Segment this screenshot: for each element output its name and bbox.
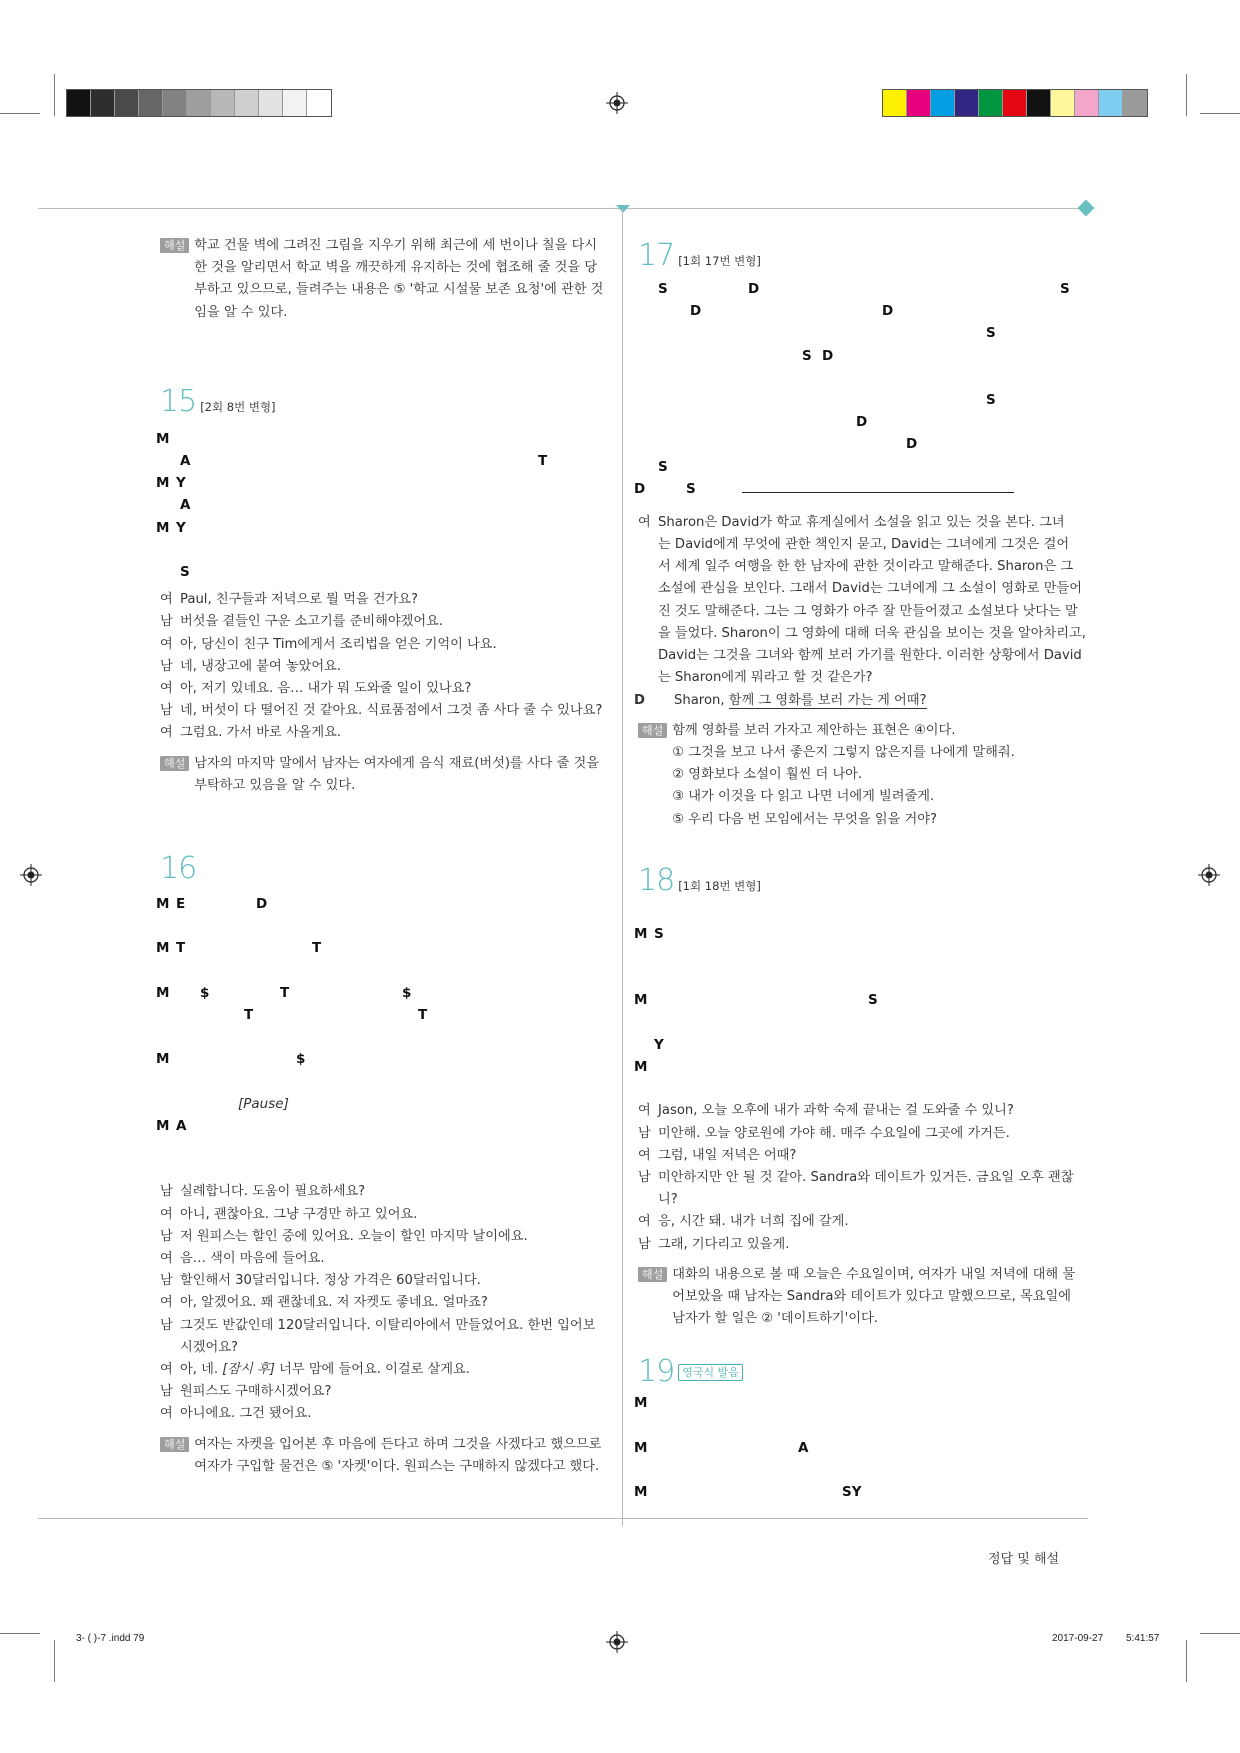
explanation-badge: 해설: [638, 723, 667, 738]
color-swatch-bar: [882, 89, 1148, 117]
text-line: 는 Sharon에게 뭐라고 할 것 같은가?: [658, 670, 873, 686]
color-swatch: [883, 90, 907, 116]
script-row: [634, 989, 1090, 1011]
dialogue-line: [160, 1248, 608, 1270]
q18-english-script: [634, 901, 1090, 1101]
q15-header: [160, 382, 608, 422]
speaker-label: 남: [160, 658, 173, 674]
q15-explanation: [160, 753, 608, 797]
color-swatch: [1075, 90, 1099, 116]
dialogue-text: 아, 알겠어요. 꽤 괜찮네요. 저 자켓도 좋네요. 얼마죠?: [180, 1295, 488, 1311]
text-line: ⑤ 우리 다음 번 모임에서는 무엇을 읽을 거야?: [672, 811, 937, 827]
dialogue-text: 네, 냉장고에 붙여 놓았어요.: [180, 658, 342, 674]
script-fragment: M: [634, 992, 648, 1009]
bottom-rule: [38, 1518, 1088, 1519]
text-line: 대화의 내용으로 볼 때 오늘은 수요일이며, 여자가 내일 저녁에 대해 물: [672, 1266, 1076, 1282]
question-number: 17: [638, 238, 675, 273]
dialogue-text: 미안해. 오늘 양로원에 가야 해. 매주 수요일에 그곳에 가거든.: [658, 1125, 1010, 1141]
script-row: [156, 1048, 608, 1070]
gray-swatch-bar: [66, 89, 332, 117]
pronunciation-tag: 영국식 발음: [678, 1364, 743, 1381]
script-row: [634, 411, 1090, 433]
text-line: 함께 영화를 보러 가자고 제안하는 표현은 ④이다.: [672, 722, 956, 738]
dialogue-text-part: 아, 네.: [180, 1362, 223, 1378]
script-row: [156, 937, 608, 959]
script-row: [634, 923, 1090, 945]
q15-english-script: [156, 428, 608, 583]
dialogue-text-part: 너무 맘에 들어요. 이걸로 살게요.: [274, 1362, 470, 1378]
stage-direction: [잠시 후]: [222, 1362, 275, 1378]
text-line: 한 것을 알리면서 학교 벽을 깨끗하게 유지하는 것에 협조해 줄 것을 당: [194, 260, 598, 276]
dialogue-text: 아, 저기 있네요. 음… 내가 뭐 도와줄 일이 있나요?: [180, 680, 472, 696]
text-line: 남자의 마지막 말에서 남자는 여자에게 음식 재료(버섯)를 사다 줄 것을: [194, 755, 599, 771]
top-rule: [38, 208, 1088, 209]
speaker-label: 남: [160, 1184, 173, 1200]
script-row: [156, 1115, 608, 1137]
speaker-label: 남: [160, 1273, 173, 1289]
script-fragment: D: [856, 414, 868, 431]
dialogue-line: [160, 1226, 608, 1248]
script-fragment: A: [180, 453, 191, 469]
dialogue-line: [160, 1204, 608, 1226]
dialogue-text: 아, 당신이 친구 Tim에게서 조리법을 얻은 기억이 나요.: [180, 636, 497, 652]
script-row: [156, 1026, 608, 1048]
color-swatch: [235, 90, 259, 116]
color-swatch: [259, 90, 283, 116]
script-row: [634, 367, 1090, 389]
explanation-text: [194, 1434, 608, 1478]
page-footer-label: 정답 및 해설: [988, 1552, 1060, 1567]
dialogue-line: [160, 1181, 608, 1203]
script-fragment: S: [986, 391, 996, 408]
script-row: [634, 389, 1090, 411]
script-row: [156, 960, 608, 982]
q17-answer-blank-row: [634, 478, 1090, 500]
dialogue-line: [160, 1270, 608, 1292]
speaker-label: 여: [638, 1214, 651, 1230]
script-fragment: M: [634, 925, 648, 942]
script-row: [156, 893, 608, 915]
registration-mark-icon: [20, 864, 42, 886]
speaker-label: 여: [160, 636, 173, 652]
script-fragment: Y: [176, 519, 186, 536]
script-row: [156, 450, 608, 472]
script-row: [156, 494, 608, 516]
script-fragment: T: [280, 984, 290, 1001]
question-source: [1회 18번 변형]: [678, 878, 761, 893]
dialogue-text: Jason, 오늘 오후에 내가 과학 숙제 끝내는 걸 도와줄 수 있니?: [658, 1103, 1014, 1119]
script-fragment: SY: [842, 1484, 862, 1501]
slug-time: 5:41:57: [1126, 1633, 1160, 1644]
q19-english-script: [634, 1392, 1090, 1503]
script-row: [634, 345, 1090, 367]
script-row: [634, 278, 1090, 300]
dialogue-line: [160, 634, 608, 656]
script-row: [634, 1392, 1090, 1414]
color-swatch: [955, 90, 979, 116]
dialogue-text: 응, 시간 돼. 내가 너희 집에 갈게.: [658, 1214, 849, 1230]
script-row: [634, 433, 1090, 455]
explanation-badge: 해설: [160, 1437, 189, 1452]
dialogue-text: [180, 1359, 608, 1381]
script-fragment: M: [156, 475, 170, 492]
dialogue-line: [160, 1359, 608, 1381]
dialogue-line: [638, 1123, 1090, 1145]
crop-mark: [54, 74, 55, 116]
color-swatch: [91, 90, 115, 116]
script-row: [156, 472, 608, 494]
q16-english-script-cont: [156, 1115, 608, 1182]
registration-mark-icon: [606, 92, 628, 114]
q19-header: [638, 1352, 1090, 1392]
script-row: [634, 456, 1090, 478]
dialogue-text: 그럼요. 가서 바로 사올게요.: [180, 725, 342, 741]
dialogue-line: [160, 1403, 608, 1425]
color-swatch: [307, 90, 331, 116]
script-row: [634, 1415, 1090, 1437]
speaker-label: 남: [160, 1317, 173, 1333]
script-row: [634, 1078, 1090, 1100]
q18-explanation: [638, 1264, 1090, 1331]
script-row: [634, 300, 1090, 322]
color-swatch: [163, 90, 187, 116]
color-swatch: [1003, 90, 1027, 116]
question-source: [1회 17번 변형]: [678, 254, 761, 268]
text-line: 소설에 관심을 보인다. 그래서 David는 그녀에게 그 소설이 영화로 만들어: [658, 581, 1082, 597]
speaker-label: 여: [638, 1147, 651, 1163]
script-row: [634, 1481, 1090, 1503]
q17-answer: [634, 690, 1090, 712]
color-swatch: [67, 90, 91, 116]
script-row: [634, 1459, 1090, 1481]
explanation-text: [672, 720, 1090, 831]
script-fragment: M: [156, 1051, 170, 1068]
text-line: 학교 건물 벽에 그려진 그림을 지우기 위해 최근에 세 번이나 칠을 다시: [194, 238, 598, 253]
text-line: 는 David에게 무엇에 관한 책인지 묻고, David는 그녀에게 그것은 걸어: [658, 537, 1070, 553]
answer-blank-line: [742, 492, 1014, 493]
q17-header: [638, 236, 1090, 276]
script-fragment: M: [156, 940, 170, 957]
color-swatch: [115, 90, 139, 116]
script-fragment: S: [986, 325, 996, 342]
speaker-label: 여: [160, 1251, 173, 1266]
script-row: [634, 967, 1090, 989]
script-fragment: D: [634, 480, 646, 497]
dialogue-line: [160, 1315, 608, 1359]
script-fragment: D: [822, 347, 834, 364]
script-row: [156, 1070, 608, 1092]
dialogue-line: [638, 1234, 1090, 1256]
dialogue-text: 할인해서 30달러입니다. 정상 가격은 60달러입니다.: [180, 1273, 481, 1289]
text-line: 여자는 자켓을 입어본 후 마음에 든다고 하며 그것을 사겠다고 했으므로: [194, 1436, 602, 1452]
script-fragment: M: [634, 1439, 648, 1456]
script-fragment: M: [156, 519, 170, 536]
speaker-label: 여: [160, 592, 173, 608]
triangle-marker-icon: [616, 205, 630, 213]
script-fragment: M: [634, 1395, 648, 1412]
script-row: [634, 1056, 1090, 1078]
script-row: [634, 901, 1090, 923]
script-row: [634, 322, 1090, 344]
dialogue-line: [638, 1211, 1090, 1233]
pause-cue: [Pause]: [238, 1095, 289, 1112]
dialogue-text: 그럼, 내일 저녁은 어때?: [658, 1147, 797, 1163]
speaker-label: 여: [160, 1362, 173, 1378]
speaker-label: 남: [160, 1228, 173, 1244]
q16-english-script: [156, 893, 608, 1093]
text-line: 부탁하고 있음을 알 수 있다.: [194, 777, 356, 793]
answer-prefix: Sharon,: [674, 692, 729, 708]
text-line: 여자가 구입할 물건은 ⑤ '자켓'이다. 원피스는 구매하지 않겠다고 했다.: [194, 1458, 600, 1474]
dialogue-line: [160, 656, 608, 678]
color-swatch: [931, 90, 955, 116]
slug-date: 2017-09-27: [1052, 1633, 1104, 1644]
script-row: [156, 1159, 608, 1181]
speaker-label: 여: [160, 1295, 173, 1311]
script-row: [156, 428, 608, 450]
slug-filename: 3- ( )-7 .indd 79: [76, 1633, 145, 1644]
crop-mark: [1186, 1640, 1187, 1682]
text-line: 진 것도 말해준다. 그는 그 영화가 아주 잘 만들어졌고 소설보다 낫다는 말: [658, 603, 1078, 619]
q14-explanation: [160, 235, 608, 324]
speaker-label: 남: [160, 703, 173, 719]
diamond-marker-icon: [1078, 200, 1095, 217]
script-fragment: S: [658, 458, 668, 475]
script-fragment: S: [654, 925, 664, 942]
color-swatch: [283, 90, 307, 116]
explanation-text: [194, 235, 608, 324]
dialogue-text: 저 원피스는 할인 중에 있어요. 오늘이 할인 마지막 날이에요.: [180, 1228, 528, 1244]
script-row: [156, 561, 608, 583]
dialogue-text: 음… 색이 마음에 들어요.: [180, 1251, 325, 1266]
script-fragment: S: [658, 281, 668, 297]
speaker-label: D: [634, 692, 645, 708]
q18-header: [638, 861, 1090, 901]
text-line: David는 그것을 그녀와 함께 보러 가기를 원한다. 이러한 상황에서 David: [658, 648, 1082, 664]
answer-underlined: 함께 그 영화를 보러 가는 게 어때?: [728, 692, 927, 708]
script-fragment: S: [180, 563, 190, 580]
dialogue-text: 실례합니다. 도움이 필요하세요?: [180, 1184, 366, 1200]
script-fragment: A: [176, 1117, 187, 1134]
question-source: [2회 8번 변형]: [200, 399, 276, 414]
script-fragment: Y: [176, 475, 186, 492]
script-fragment: S: [1060, 281, 1070, 297]
script-fragment: T: [538, 453, 548, 469]
question-number: 19: [638, 1354, 675, 1390]
script-row: [634, 945, 1090, 967]
registration-mark-icon: [1198, 864, 1220, 886]
script-fragment: T: [244, 1006, 254, 1023]
color-swatch: [907, 90, 931, 116]
script-fragment: A: [180, 497, 191, 514]
dialogue-line: [638, 1145, 1090, 1167]
text-line: 어보았을 때 남자는 Sandra와 데이트가 있다고 말했으므로, 목요일에: [672, 1289, 1071, 1305]
right-column: [634, 236, 1090, 1503]
dialogue-text: 버섯을 곁들인 구운 소고기를 준비해야겠어요.: [180, 614, 444, 630]
script-fragment: $: [402, 984, 412, 1001]
color-swatch: [1123, 90, 1147, 116]
explanation-badge: 해설: [160, 756, 189, 771]
dialogue-text: 네, 버섯이 다 떨어진 것 같아요. 식료품점에서 그것 좀 사다 줄 수 있나요?: [180, 703, 603, 719]
speaker-label: 남: [638, 1170, 651, 1186]
speaker-label: 남: [638, 1125, 651, 1141]
text-line: ① 그것을 보고 나서 좋은지 그렇지 않은지를 나에게 말해줘.: [672, 744, 1015, 760]
question-number: 16: [160, 850, 197, 886]
script-fragment: S: [686, 480, 696, 497]
dialogue-line: [160, 1381, 608, 1403]
dialogue-text: Paul, 친구들과 저녁으로 뭘 먹을 건가요?: [180, 592, 418, 608]
script-fragment: M: [156, 1117, 170, 1134]
crop-mark: [1200, 113, 1240, 114]
q16-header: [160, 849, 608, 889]
column-divider: [622, 208, 623, 1526]
dialogue-line: [160, 700, 608, 722]
speaker-label: 여: [160, 1406, 173, 1422]
speaker-label: 남: [160, 1384, 173, 1400]
crop-mark: [1200, 1633, 1240, 1634]
dialogue-text: 아니, 괜찮아요. 그냥 구경만 하고 있어요.: [180, 1206, 418, 1222]
dialogue-text: 원피스도 구매하시겠어요?: [180, 1384, 332, 1400]
q15-translation: [160, 589, 608, 744]
speaker-label: 여: [160, 1206, 173, 1222]
dialogue-line: [160, 1292, 608, 1314]
script-row: [156, 915, 608, 937]
color-swatch: [979, 90, 1003, 116]
script-fragment: S: [868, 992, 878, 1009]
q16-explanation: [160, 1434, 608, 1478]
script-fragment: M: [156, 430, 170, 447]
color-swatch: [187, 90, 211, 116]
speaker-label: 남: [638, 1236, 651, 1252]
explanation-badge: 해설: [638, 1267, 667, 1282]
script-fragment: E: [176, 895, 186, 912]
text-line: ③ 내가 이것을 다 읽고 나면 너에게 빌려줄게.: [672, 789, 935, 805]
q17-explanation: [638, 720, 1090, 831]
color-swatch: [1051, 90, 1075, 116]
script-fragment: T: [418, 1006, 428, 1023]
script-row: [156, 539, 608, 561]
script-fragment: $: [296, 1051, 306, 1068]
dialogue-line: [160, 678, 608, 700]
text-line: 남자가 할 일은 ② '데이트하기'이다.: [672, 1311, 878, 1327]
q18-translation: [638, 1100, 1090, 1255]
script-row: [634, 1437, 1090, 1459]
script-fragment: M: [156, 895, 170, 912]
script-fragment: D: [690, 303, 702, 320]
text-line: ② 영화보다 소설이 훨씬 더 나아.: [672, 767, 863, 783]
text-line: 서 세계 일주 여행을 한 한 남자에 관한 것이라고 말해준다. Sharon은 그: [658, 559, 1074, 575]
explanation-badge: 해설: [160, 238, 189, 253]
script-row: [156, 517, 608, 539]
crop-mark: [1186, 74, 1187, 116]
crop-mark: [0, 1633, 40, 1634]
dialogue-text: 아니에요. 그건 됐어요.: [180, 1406, 312, 1422]
dialogue-line: [638, 1100, 1090, 1122]
color-swatch: [139, 90, 163, 116]
script-fragment: S: [802, 347, 812, 364]
color-swatch: [1099, 90, 1123, 116]
script-fragment: $: [200, 984, 210, 1001]
dialogue-line: [638, 1167, 1090, 1211]
script-row: [156, 982, 608, 1004]
text-line: Sharon은 David가 학교 휴게실에서 소설을 읽고 있는 것을 본다. 그녀: [658, 514, 1065, 530]
speaker-label: 여: [160, 725, 173, 741]
script-row: [156, 1137, 608, 1159]
q17-english-script: [638, 278, 1090, 478]
dialogue-text: 그것도 반값인데 120달러입니다. 이탈리아에서 만들었어요. 한번 입어보시겠어요?: [180, 1317, 596, 1355]
script-fragment: T: [312, 940, 322, 957]
script-row: [156, 1004, 608, 1026]
script-fragment: M: [156, 984, 170, 1001]
explanation-text: [194, 753, 608, 797]
text-line: 부하고 있으므로, 들려주는 내용은 ⑤ '학교 시설물 보존 요청'에 관한 것: [194, 282, 604, 298]
registration-mark-icon: [606, 1631, 628, 1653]
color-swatch: [211, 90, 235, 116]
speaker-label: 여: [160, 680, 173, 696]
narration-text: [658, 512, 1090, 690]
explanation-text: [672, 1264, 1090, 1331]
script-fragment: T: [176, 940, 186, 957]
dialogue-line: [160, 611, 608, 633]
question-number: 18: [638, 862, 675, 898]
script-fragment: D: [882, 303, 894, 320]
script-fragment: D: [748, 281, 760, 297]
question-number: 15: [160, 383, 197, 419]
dialogue-line: [160, 722, 608, 744]
script-fragment: M: [634, 1484, 648, 1501]
speaker-label: 남: [160, 614, 173, 630]
text-line: 을 들었다. Sharon이 그 영화에 대해 더욱 관심을 보이는 것을 알아차리고,: [658, 625, 1086, 641]
dialogue-text: 그래, 기다리고 있을게.: [658, 1236, 790, 1252]
script-row: [634, 1012, 1090, 1034]
script-row: [634, 1034, 1090, 1056]
dialogue-line: [160, 589, 608, 611]
script-fragment: D: [256, 895, 268, 912]
q16-translation: [160, 1181, 608, 1425]
left-column: [156, 235, 608, 1478]
pause-row: [160, 1093, 608, 1115]
script-fragment: A: [798, 1439, 809, 1456]
script-fragment: Y: [654, 1036, 664, 1053]
script-fragment: M: [634, 1059, 648, 1076]
script-fragment: D: [906, 436, 918, 453]
speaker-label: 여: [638, 1103, 651, 1119]
text-line: 임을 알 수 있다.: [194, 304, 288, 320]
color-swatch: [1027, 90, 1051, 116]
dialogue-text: 미안하지만 안 될 것 같아. Sandra와 데이트가 있거든. 금요일 오후 괜찮니?: [658, 1170, 1074, 1208]
crop-mark: [0, 113, 40, 114]
q17-narration: [638, 512, 1090, 690]
speaker-label: 여: [638, 514, 651, 530]
crop-mark: [54, 1640, 55, 1682]
